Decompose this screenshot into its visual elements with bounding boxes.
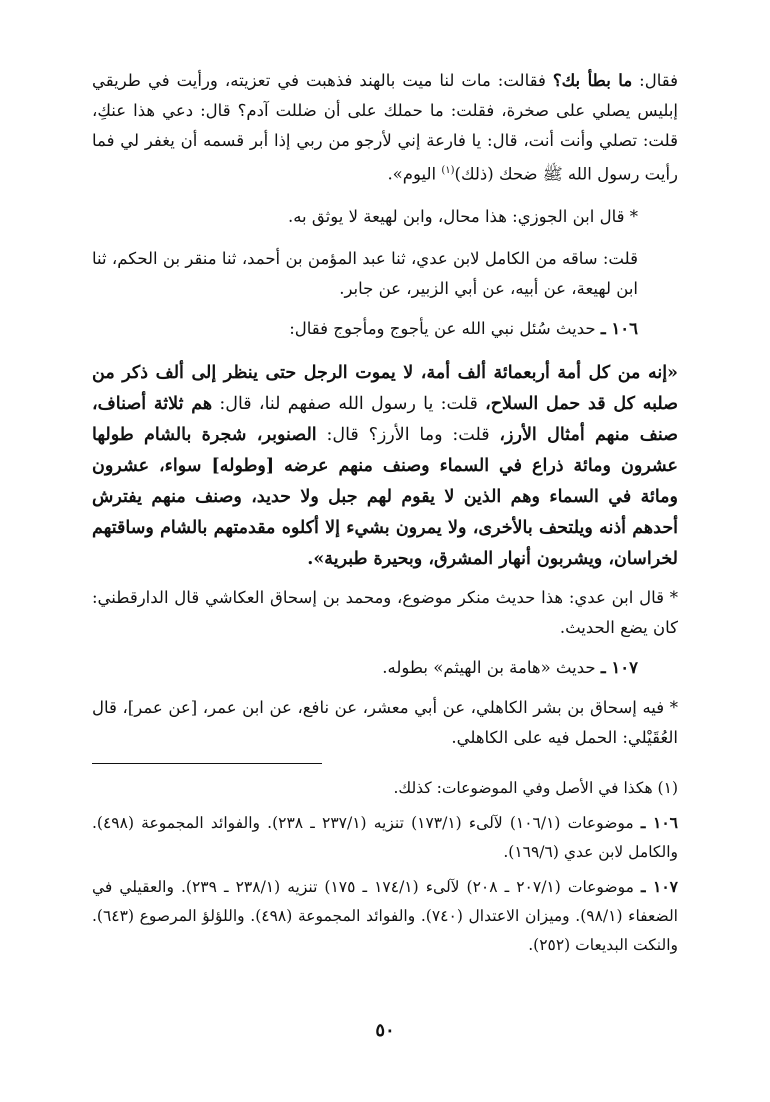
ibn-jawzi-note: * قال ابن الجوزي: هذا محال، وابن لهيعة لا يوثق به. (287, 206, 638, 226)
hadith-106-number: ١٠٦ ـ (600, 318, 638, 338)
top-text-bold: ما بطأ بك؟ (552, 71, 633, 90)
page-number: ٥٠ (375, 1020, 395, 1041)
hadith-106-part-4: قلت: وما الأرز؟ قال: (316, 424, 500, 445)
hadith-106-heading (92, 314, 678, 344)
footnote-107-text: موضوعات (٢٠٧/١ ـ ٢٠٨) لآلىء (١٧٤/١ ـ ١٧٥) تنزيه (٢٣٨/١ ـ ٢٣٩). والعقيلي في الضعفاء (٩٨/١). وميزان الاعتدال (٧٤٠). والفوائد المجموعة (٤٩٨). واللؤلؤ المرصوع (٦٤٣). والنكت البديعات (٢٥٢). (92, 877, 678, 954)
hadith-107-heading (92, 653, 678, 683)
footnote-1: (١) هكذا في الأصل وفي الموضوعات: كذلك. (393, 778, 678, 797)
qultu-paragraph: قلت: ساقه من الكامل لابن عدي، ثنا عبد المؤمن بن أحمد، ثنا منقر بن الحكم، ثنا ابن لهيعة، عن أبيه، عن أبي الزبير، عن جابر. (92, 248, 638, 298)
footnote-106 (92, 808, 678, 867)
top-text-1: فقال: (632, 71, 678, 90)
hadith-106-text (92, 358, 678, 575)
footnote-106-number: ١٠٦ ـ (640, 812, 678, 832)
hadith-107-title: حديث «هامة بن الهيثم» بطوله. (382, 657, 601, 677)
top-text-3: اليوم». (387, 164, 442, 184)
hadith-106-part-3: هم ثلاثة أصناف، صنف منهم أمثال الأرز، (92, 393, 678, 445)
hadith-106-part-1: «إنه من كل أمة أربعمائة ألف أمة، لا يموت الرجل حتى ينظر إلى ألف ذكر من صلبه كل قد حمل السلاح، (92, 362, 679, 414)
hadith-107-number: ١٠٧ ـ (600, 657, 638, 677)
ibn-adi-note: * قال ابن عدي: هذا حديث منكر موضوع، ومحمد بن إسحاق العكاشي قال الدارقطني: كان يضع الحديث. (92, 587, 678, 637)
footnote-107 (92, 872, 678, 960)
footnote-106-text: موضوعات (١٠٦/١) لآلىء (١٧٣/١) تنزيه (٢٣٧/١ ـ ٢٣٨). والفوائد المجموعة (٤٩٨). والكامل لابن عدي (١٦٩/٦). (92, 813, 678, 861)
hadith-106-part-5: الصنوبر، شجرة بالشام طولها عشرون ومائة ذراع في السماء وصنف منهم عرضه [وطوله] سواء، عشرون ومائة في السماء وهم الذين لا يقوم لهم جبل ولا حديد، وصنف منهم يفترش أحدهم أذنه ويلتحف بالأخرى، ولا يمرون بشيء إلا أكلوه مقدمتهم بالشام وساقتهم لخراسان، ويشربون أنهار المشرق، وبحيرة طبرية». (92, 424, 678, 569)
footnote-ref: (١) (441, 165, 455, 176)
fihi-note: * فيه إسحاق بن بشر الكاهلي، عن أبي معشر، عن نافع، عن ابن عمر، [عن عمر]، قال العُقَيْلي: الحمل فيه على الكاهلي. (92, 697, 678, 747)
footnote-107-number: ١٠٧ ـ (640, 876, 678, 896)
hadith-106-title: حديث سُئل نبي الله عن يأجوج ومأجوج فقال: (289, 318, 601, 338)
hadith-106-part-2: قلت: يا رسول الله صفهم لنا، قال: (212, 393, 486, 414)
top-text-2: فقالت: مات لنا ميت بالهند فذهبت في تعزيته، ورأيت في طريقي إبليس يصلي على صخرة، فقلت: ما حملك على أن ضللت آدم؟ قال: دعي هذا عنكِ، قلت: تصلي وأنت أنت، قال: يا فارعة إني لأرجو من ربي إذا أبر قسمه أن يغفر لي فما رأيت رسول الله ﷺ ضحك (ذلك) (92, 71, 678, 184)
top-paragraph (92, 66, 678, 190)
footnote-separator (92, 763, 322, 764)
